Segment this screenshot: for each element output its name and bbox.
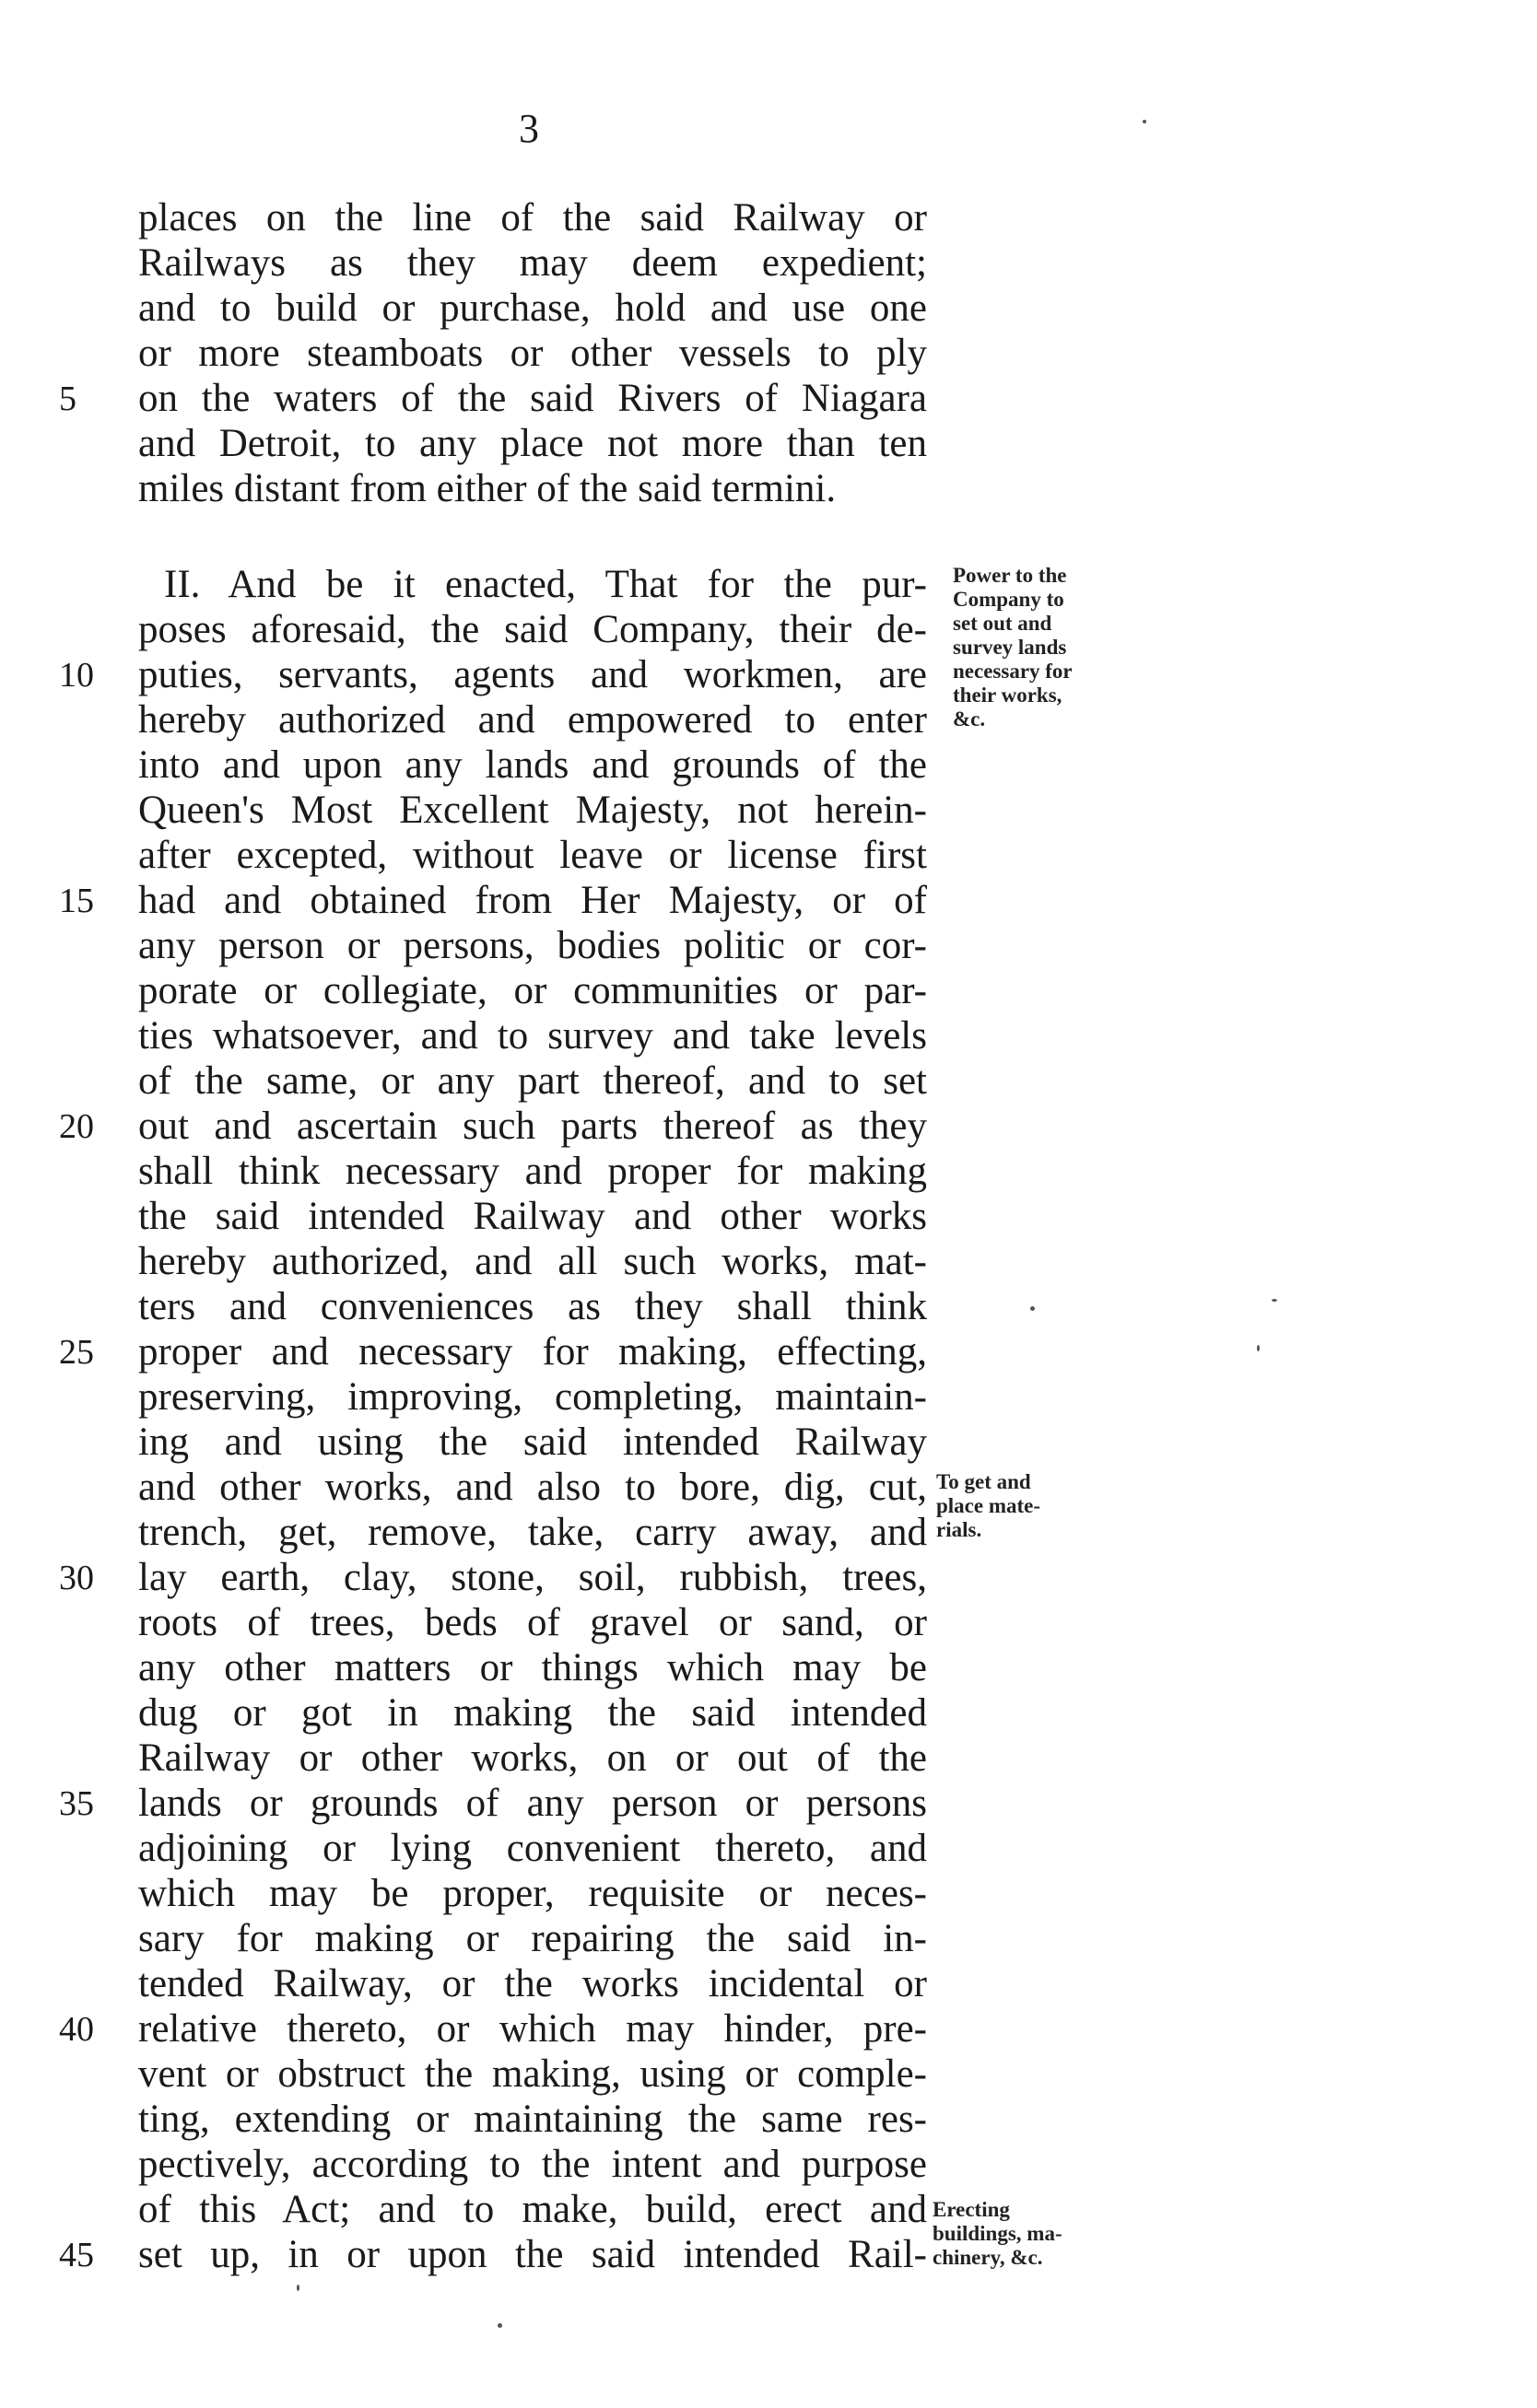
text-line: and Detroit, to any place not more than ten <box>138 422 927 465</box>
line-number: 20 <box>59 1107 94 1146</box>
text-line: hereby authorized, and all such works, mat- <box>138 1240 927 1283</box>
margin-note-line: &c. <box>953 707 986 731</box>
text-line: shall think necessary and proper for making <box>138 1150 927 1193</box>
margin-note-line: Power to the <box>953 564 1067 587</box>
text-line: the said intended Railway and other works <box>138 1195 927 1238</box>
margin-note-line: place mate- <box>936 1494 1041 1517</box>
margin-note-line: rials. <box>936 1518 982 1541</box>
text-line: preserving, improving, completing, maintain- <box>138 1375 927 1419</box>
page-number: 3 <box>519 106 539 151</box>
text-line: adjoining or lying convenient thereto, and <box>138 1827 927 1870</box>
line-number: 40 <box>59 2010 94 2049</box>
text-line: of the same, or any part thereof, and to set <box>138 1059 927 1103</box>
margin-note-line: chinery, &c. <box>933 2246 1043 2269</box>
paper-speck <box>297 2285 299 2291</box>
text-line: Queen's Most Excellent Majesty, not herein- <box>138 789 927 832</box>
text-line: porate or collegiate, or communities or par- <box>138 969 927 1012</box>
text-line: Railways as they may deem expedient; <box>138 241 927 285</box>
text-line: after excepted, without leave or license first <box>138 834 927 877</box>
paper-speck <box>1143 120 1146 123</box>
text-line: sary for making or repairing the said in- <box>138 1917 927 1960</box>
paper-speck <box>1030 1306 1035 1311</box>
text-line: and to build or purchase, hold and use one <box>138 286 927 330</box>
text-line: puties, servants, agents and workmen, are <box>138 653 927 696</box>
text-line: tended Railway, or the works incidental or <box>138 1962 927 2005</box>
paper-speck <box>1257 1345 1260 1351</box>
margin-note-line: set out and <box>953 612 1052 635</box>
margin-note-line: their works, <box>953 684 1062 707</box>
text-line: lands or grounds of any person or persons <box>138 1782 927 1825</box>
line-number: 5 <box>59 380 76 418</box>
text-line: roots of trees, beds of gravel or sand, or <box>138 1601 927 1644</box>
text-line: pectively, according to the intent and purpose <box>138 2143 927 2186</box>
text-line: ing and using the said intended Railway <box>138 1420 927 1464</box>
text-line: relative thereto, or which may hinder, pre- <box>138 2007 927 2051</box>
margin-note-line: To get and <box>936 1470 1031 1493</box>
line-number: 45 <box>59 2236 94 2274</box>
text-line: ties whatsoever, and to survey and take levels <box>138 1014 927 1058</box>
text-line: and other works, and also to bore, dig, cut, <box>138 1466 927 1509</box>
text-line: had and obtained from Her Majesty, or of <box>138 879 927 922</box>
text-line: out and ascertain such parts thereof as they <box>138 1105 927 1148</box>
text-line: which may be proper, requisite or neces- <box>138 1872 927 1915</box>
text-line: set up, in or upon the said intended Rail- <box>138 2233 927 2276</box>
margin-note-line: survey lands <box>953 636 1067 659</box>
text-line: hereby authorized and empowered to enter <box>138 698 927 742</box>
line-number: 30 <box>59 1559 94 1597</box>
text-line: trench, get, remove, take, carry away, and <box>138 1511 927 1554</box>
text-line: dug or got in making the said intended <box>138 1691 927 1735</box>
line-number: 35 <box>59 1784 94 1823</box>
margin-note-line: necessary for <box>953 660 1073 683</box>
margin-note-materials <box>936 1470 1040 1542</box>
text-line: miles distant from either of the said termini. <box>138 467 837 510</box>
margin-note-line: Company to <box>953 588 1064 611</box>
margin-note-power-to-survey <box>953 564 1073 731</box>
margin-note-buildings <box>933 2198 1062 2270</box>
paper-speck <box>498 2323 502 2328</box>
section-heading-line: II. And be it enacted, That for the pur- <box>164 563 927 606</box>
text-line: ting, extending or maintaining the same res- <box>138 2098 927 2141</box>
text-line: ters and conveniences as they shall think <box>138 1285 927 1328</box>
line-number: 10 <box>59 656 94 695</box>
line-number: 25 <box>59 1333 94 1372</box>
text-line: any other matters or things which may be <box>138 1646 927 1689</box>
text-line: vent or obstruct the making, using or comple- <box>138 2052 927 2096</box>
line-number: 15 <box>59 882 94 920</box>
text-line: into and upon any lands and grounds of the <box>138 743 927 787</box>
paper-speck <box>1272 1299 1277 1302</box>
text-line: of this Act; and to make, build, erect and <box>138 2188 927 2231</box>
margin-note-line: buildings, ma- <box>933 2222 1062 2245</box>
text-line: places on the line of the said Railway or <box>138 196 927 240</box>
text-line: any person or persons, bodies politic or cor- <box>138 924 927 967</box>
text-line: proper and necessary for making, effecting, <box>138 1330 927 1373</box>
text-line: Railway or other works, on or out of the <box>138 1736 927 1780</box>
margin-note-line: Erecting <box>933 2198 1010 2221</box>
text-line: or more steamboats or other vessels to ply <box>138 332 927 375</box>
text-line: poses aforesaid, the said Company, their de- <box>138 608 927 651</box>
text-line: lay earth, clay, stone, soil, rubbish, trees, <box>138 1556 927 1599</box>
text-line: on the waters of the said Rivers of Niagara <box>138 377 927 420</box>
